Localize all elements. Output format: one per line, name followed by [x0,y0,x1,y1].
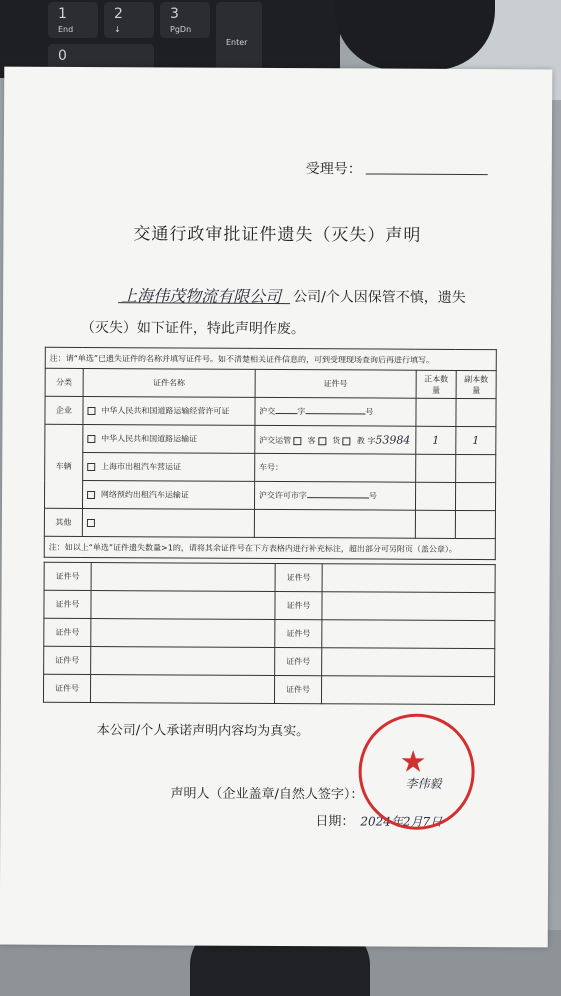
lost-certificate-table [44,347,497,560]
enterprise-no-mid: 字 [297,407,306,417]
enterprise-no-suffix: 号 [365,407,374,417]
cert-row-vehicle-1 [83,424,255,453]
star-icon: ★ [399,744,427,780]
cert-input[interactable] [321,676,494,705]
blank-line [307,497,369,498]
cert-input[interactable] [91,563,275,592]
cert-label: 证件号 [44,618,91,646]
handwritten-company-name: 上海伟茂物流有限公司 [121,286,282,307]
cert-input[interactable] [322,564,495,593]
table-row [44,618,495,648]
option-passenger: 客 [307,436,316,446]
cert-label: 证件号 [275,647,322,675]
cert-input[interactable] [322,620,495,649]
key-label: End [58,25,74,34]
header-copy-count: 副本数量 [456,370,496,398]
original-count-enterprise[interactable] [416,398,456,426]
header-cert-name: 证件名称 [83,368,255,397]
table-row [44,562,495,592]
cert-input[interactable] [322,592,495,621]
header-category: 分类 [45,368,83,396]
cert-row-vehicle-2 [82,452,254,481]
supplement-cert-table [43,562,496,705]
category-other: 其他 [44,508,82,536]
cert-label: 证件号 [275,591,322,619]
copy-count-vehicle-2[interactable] [456,454,496,482]
numpad-key-3 [160,2,210,38]
category-enterprise: 企业 [45,396,83,424]
commitment-statement: 本公司/个人承诺声明内容均为真实。 [96,723,310,740]
key-label: Enter [226,38,248,47]
key-number: 0 [58,48,67,64]
cert-label: 证件号 [275,619,322,647]
original-count-other[interactable] [415,510,455,538]
handwritten-vehicle-cert-number: 53984 [375,433,411,447]
blank-line [275,413,297,414]
cert-input[interactable] [91,647,275,676]
copy-count-other[interactable] [455,510,495,538]
numpad-key-enter [216,2,262,72]
category-vehicle: 车辆 [44,424,82,508]
declaration-paper [0,67,552,948]
table-row [43,674,494,704]
cert-name-vehicle-3: 网络预约出租汽车运输证 [100,490,189,500]
cert-label: 证件号 [275,563,322,591]
cert-label: 证件号 [43,674,90,702]
vehicle-no1-prefix: 沪交运管 [259,435,292,446]
cert-no-enterprise [255,397,416,426]
numpad-key-1 [48,2,98,38]
copy-count-enterprise[interactable] [456,398,496,426]
checkbox-training[interactable] [343,437,351,445]
cert-name-vehicle-1: 中华人民共和国道路运输证 [101,434,198,444]
cert-label: 证件号 [44,590,91,618]
copy-count-vehicle-3[interactable] [455,482,495,510]
vehicle-no1-sub: 字 [367,436,376,446]
copy-count-vehicle-1[interactable]: 1 [456,426,496,454]
cert-input[interactable] [91,619,275,648]
checkbox-freight[interactable] [318,437,326,445]
numpad-key-2 [104,2,154,38]
cert-no-vehicle-1 [255,425,416,454]
key-number: 2 [114,6,123,22]
handwritten-signature: 李伟毅 [405,776,442,791]
table-row [44,646,495,676]
cert-name-vehicle-2: 上海市出租汽车营运证 [101,462,182,472]
date-label: 日期： [315,814,355,830]
original-count-vehicle-2[interactable] [416,454,456,482]
acceptance-number-line [366,173,488,175]
supplement-note: 注：如以上“单选”证件遗失数量>1的，请将其余证件号在下方表格内进行补充标注，超出部分可另附页（盖公章）。 [44,536,495,559]
original-count-vehicle-1[interactable]: 1 [416,426,456,454]
cert-label: 证件号 [44,646,91,674]
table-note: 注：请“单选”已遗失证件的名称并填写证件号。如不清楚相关证件信息的，可到受理现场查询后再进行填写。 [45,347,496,370]
enterprise-no-prefix: 沪交 [259,406,276,416]
key-number: 3 [170,6,179,22]
key-label: ↓ [114,25,121,34]
checkbox-vehicle-3[interactable] [87,491,95,499]
cert-row-vehicle-3 [82,480,254,509]
checkbox-passenger[interactable] [294,437,302,445]
cert-label: 证件号 [274,675,321,703]
cert-input[interactable] [322,648,495,677]
cert-no-vehicle-3 [254,481,415,510]
handwritten-date: 2024年2月7日 [360,814,443,829]
checkbox-vehicle-2[interactable] [87,463,95,471]
checkbox-other[interactable] [87,519,95,527]
vehicle-no3-prefix: 沪交许可市字 [258,490,307,501]
header-original-count: 正本数量 [416,370,456,398]
option-training: 教 [356,436,365,446]
cert-input[interactable] [91,591,275,620]
cert-row-other [82,508,254,537]
cert-name-enterprise: 中华人民共和国道路运输经营许可证 [101,406,230,416]
cert-no-other [254,509,415,538]
original-count-vehicle-3[interactable] [415,482,455,510]
signer-label: 声明人（企业盖章/自然人签字）： [170,786,364,803]
key-number: 1 [58,6,67,22]
cert-no-vehicle-2: 车号： [254,453,415,482]
acceptance-label: 受理号： [305,161,362,178]
cert-label: 证件号 [44,562,91,590]
document-title: 交通行政审批证件遗失（灭失）声明 [133,224,422,246]
header-cert-no: 证件号 [255,369,416,398]
cert-input[interactable] [90,675,274,704]
table-row [44,590,495,620]
option-freight: 货 [332,436,341,446]
cert-row-enterprise [83,396,255,425]
key-label: PgDn [170,25,192,34]
declaration-line-2: （灭失）如下证件，特此声明作废。 [80,319,305,338]
company-seal-stamp [358,713,475,830]
declaration-line-1: 公司/个人因保管不慎，遗失 [293,289,466,306]
checkbox-enterprise[interactable] [87,407,95,415]
vehicle-no3-suffix: 号 [368,491,377,501]
blank-line [305,413,365,414]
checkbox-vehicle-1[interactable] [87,435,95,443]
